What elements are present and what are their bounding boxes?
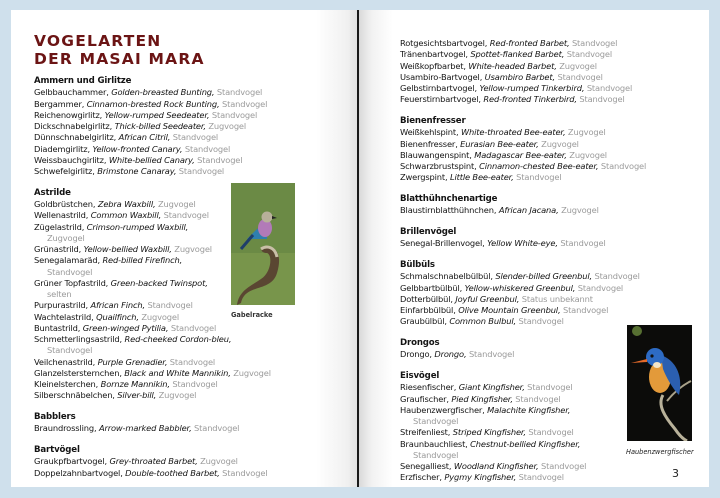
separator: , bbox=[169, 244, 175, 254]
german-name: Kleinelsterchen, bbox=[34, 379, 101, 389]
status-label: Standvogel bbox=[221, 98, 268, 109]
german-name: Graukpfbartvogel, bbox=[34, 456, 110, 467]
english-name: White-throated Bee-eater bbox=[460, 127, 563, 138]
german-name: Silberschnäbelchen, bbox=[34, 390, 118, 401]
german-name: Drongo, bbox=[400, 349, 435, 360]
english-name: Purple Grenadier bbox=[97, 356, 165, 367]
english-name: Joyful Greenbul bbox=[455, 293, 517, 304]
separator: , bbox=[555, 238, 561, 249]
status-label: Standvogel bbox=[413, 449, 459, 460]
status-label: Zugvogel bbox=[200, 456, 238, 467]
english-name: Woodland Kingfisher bbox=[453, 461, 537, 471]
species-entry bbox=[34, 334, 334, 357]
english-name: Chestnut-bellied Kingfisher bbox=[470, 438, 578, 449]
german-name: Grüner Topfastrild, bbox=[34, 277, 111, 288]
english-name: Spottet-flanked Barbet bbox=[470, 49, 562, 60]
species-entry bbox=[400, 127, 700, 138]
separator: , bbox=[523, 427, 529, 438]
german-name: Schmalschnabelbülbül, bbox=[400, 271, 496, 282]
species-entry bbox=[34, 132, 334, 143]
separator: , bbox=[217, 467, 223, 478]
status-label: Zugvogel bbox=[47, 232, 85, 243]
english-name: Grey-throated Barbet bbox=[109, 456, 196, 467]
status-label: Standvogel bbox=[147, 300, 193, 311]
english-name: Quailfinch bbox=[96, 311, 137, 322]
german-name: Dünnschnabelgirlitz, bbox=[34, 132, 119, 143]
group-title: Drongos bbox=[400, 338, 440, 348]
german-name: Gelbstirnbartvogel, bbox=[400, 83, 480, 93]
german-name: Wellenastrild, bbox=[34, 210, 91, 221]
german-name: Senegalliest, bbox=[400, 461, 454, 471]
malachite-kingfisher-photo bbox=[627, 325, 692, 441]
species-group bbox=[400, 227, 700, 250]
english-name: Yellow-whiskered Greenbul bbox=[464, 282, 573, 293]
status-label: Standvogel bbox=[468, 349, 515, 360]
english-name: Pied Kingfisher bbox=[451, 393, 511, 404]
status-label: Standvogel bbox=[413, 416, 459, 426]
separator: , bbox=[192, 154, 198, 165]
english-name: Striped Kingfisher bbox=[452, 427, 524, 438]
status-label: Zugvogel bbox=[567, 127, 606, 138]
species-entry bbox=[34, 357, 334, 368]
german-name: Haubenzwergfischer, bbox=[400, 404, 488, 415]
species-entry bbox=[400, 283, 700, 294]
species-group bbox=[400, 194, 700, 217]
status-label: Zugvogel bbox=[208, 121, 247, 131]
species-entry bbox=[34, 312, 334, 323]
separator: , bbox=[572, 282, 578, 293]
english-name: Crimson-rumped Waxbill bbox=[86, 221, 186, 232]
species-group bbox=[400, 260, 700, 328]
german-name: Buntastrild, bbox=[34, 322, 83, 333]
lilac-breasted-roller-photo bbox=[231, 183, 295, 305]
separator: , bbox=[513, 472, 519, 483]
german-name: Diademgirlitz, bbox=[34, 143, 93, 154]
status-label: Standvogel bbox=[579, 94, 625, 105]
german-name: Streifenliest, bbox=[400, 427, 453, 438]
german-name: Reichenowgirlitz, bbox=[34, 109, 105, 120]
english-name: Zebra Waxbill bbox=[97, 199, 153, 209]
status-label: Standvogel bbox=[163, 210, 209, 221]
german-name: Wachtelastrild, bbox=[34, 311, 97, 322]
status-label: Standvogel bbox=[178, 166, 225, 176]
english-name: Cinnamon-brested Rock Bunting bbox=[86, 98, 217, 109]
separator: , bbox=[189, 423, 195, 434]
english-name: Red-fronted Tinkerbird bbox=[483, 94, 575, 105]
kingfisher-caption: Haubenzwergfischer bbox=[626, 448, 694, 456]
separator: , bbox=[536, 138, 542, 149]
german-name: Veilchenastrild, bbox=[34, 356, 98, 367]
german-name: Zwergspint, bbox=[400, 172, 450, 183]
roller-caption: Gabelracke bbox=[231, 311, 273, 319]
german-name: Riesenfischer, bbox=[400, 382, 459, 393]
status-label: Standvogel bbox=[47, 266, 93, 277]
separator: , bbox=[561, 49, 567, 60]
english-name: Slender-billed Greenbul bbox=[495, 271, 590, 282]
species-entry bbox=[400, 94, 700, 105]
title-line-1: VOGELARTEN bbox=[34, 32, 162, 50]
separator: , bbox=[463, 349, 469, 360]
german-name: Braundrossling, bbox=[34, 423, 99, 434]
english-name: Madagascar Bee-eater bbox=[474, 149, 565, 160]
separator: , bbox=[566, 38, 572, 48]
species-entry bbox=[400, 161, 700, 172]
english-name: Black and White Mannikin bbox=[124, 367, 229, 378]
german-name: Weißkopfbarbet, bbox=[400, 60, 469, 71]
group-title: Bartvögel bbox=[34, 445, 80, 455]
species-entry bbox=[400, 61, 700, 72]
species-entry bbox=[34, 166, 334, 177]
separator: , bbox=[513, 316, 519, 327]
page-number: 3 bbox=[672, 467, 679, 480]
status-label: selten bbox=[47, 289, 72, 299]
english-name: Red-fronted Barbet bbox=[489, 38, 567, 48]
separator: , bbox=[516, 293, 522, 304]
page-title bbox=[34, 32, 205, 68]
separator: , bbox=[554, 60, 560, 71]
species-entry bbox=[400, 38, 700, 49]
separator: , bbox=[195, 456, 201, 467]
separator: , bbox=[577, 438, 581, 449]
german-name: Weißkehlspint, bbox=[400, 127, 461, 138]
species-entry bbox=[400, 294, 700, 305]
status-label: Standvogel bbox=[184, 143, 231, 154]
english-name: African Finch bbox=[90, 300, 143, 311]
status-label: Standvogel bbox=[571, 38, 618, 48]
status-label: Standvogel bbox=[211, 109, 258, 120]
status-label: Standvogel bbox=[560, 238, 606, 249]
status-label: Standvogel bbox=[216, 87, 263, 98]
english-name: Thick-billed Seedeater bbox=[114, 121, 204, 131]
english-name: Common Bulbul bbox=[449, 316, 514, 327]
status-label: Standvogel bbox=[586, 83, 633, 93]
separator: , bbox=[153, 390, 159, 401]
roller-bird-icon bbox=[231, 183, 295, 305]
species-entry bbox=[400, 271, 700, 282]
group-title: Astrilde bbox=[34, 187, 71, 198]
species-entry bbox=[400, 461, 700, 472]
species-entry bbox=[400, 49, 700, 60]
separator: , bbox=[522, 382, 528, 393]
german-name: Einfarbbülbül, bbox=[400, 305, 459, 315]
species-group bbox=[34, 445, 334, 479]
separator: , bbox=[136, 311, 142, 322]
status-label: Standvogel bbox=[566, 49, 613, 60]
separator: , bbox=[228, 367, 234, 378]
species-entry bbox=[34, 456, 334, 467]
german-name: Schwefelgirlitz, bbox=[34, 166, 98, 176]
english-name: Yellow White-eye bbox=[487, 238, 556, 249]
species-entry bbox=[34, 390, 334, 401]
species-entry bbox=[34, 87, 334, 98]
english-name: Double-toothed Barbet bbox=[125, 467, 218, 478]
german-name: Grünastrild, bbox=[34, 244, 84, 254]
separator: , bbox=[228, 334, 232, 344]
separator: , bbox=[567, 404, 571, 415]
german-name: Graubülbül, bbox=[400, 316, 450, 327]
species-entry bbox=[400, 139, 700, 150]
english-name: African Citril bbox=[118, 132, 168, 143]
english-name: Yellow-rumped Seedeater bbox=[104, 109, 207, 120]
english-name: Golden-breasted Bunting bbox=[111, 87, 212, 98]
status-label: Standvogel bbox=[600, 161, 647, 171]
separator: , bbox=[574, 94, 580, 105]
german-name: Gelbbartbülbül, bbox=[400, 282, 465, 293]
english-name: Drongo bbox=[434, 349, 464, 360]
german-name: Doppelzahnbartvogel, bbox=[34, 467, 126, 478]
separator: , bbox=[167, 132, 173, 143]
german-name: Bergammer, bbox=[34, 98, 87, 109]
group-title: Babblers bbox=[34, 412, 76, 422]
german-name: Dotterbülbül, bbox=[400, 293, 456, 304]
german-name: Blauwangenspint, bbox=[400, 149, 475, 160]
german-name: Braunbauchliest, bbox=[400, 438, 471, 449]
german-name: Usambiro-Bartvogel, bbox=[400, 71, 485, 82]
species-entry bbox=[400, 305, 700, 316]
separator: , bbox=[552, 71, 558, 82]
german-name: Glanzelstersternchen, bbox=[34, 367, 125, 378]
book-spine bbox=[357, 10, 359, 487]
separator: , bbox=[557, 305, 563, 315]
species-entry bbox=[400, 472, 700, 483]
species-group bbox=[400, 38, 700, 106]
english-name: Giant Kingfisher bbox=[458, 382, 523, 393]
group-title: Blatthühnchenartige bbox=[400, 194, 498, 204]
german-name: Bienenfresser, bbox=[400, 138, 461, 149]
german-name: Purpurastrild, bbox=[34, 300, 91, 311]
status-label: Zugvogel bbox=[569, 149, 607, 160]
status-label: Standvogel bbox=[518, 316, 564, 327]
german-name: Senegalamaräd, bbox=[34, 255, 103, 266]
english-name: Pygmy Kingfisher bbox=[444, 472, 514, 483]
german-name: Tränenbartvogel, bbox=[400, 49, 471, 60]
english-name: Yellow-fronted Canary bbox=[92, 143, 180, 154]
separator: , bbox=[158, 210, 164, 221]
species-entry bbox=[34, 423, 334, 434]
separator: , bbox=[536, 461, 542, 471]
separator: , bbox=[589, 271, 595, 282]
group-title: Brillenvögel bbox=[400, 227, 457, 237]
status-label: Standvogel bbox=[541, 461, 587, 471]
german-name: Erzfischer, bbox=[400, 472, 445, 483]
separator: , bbox=[179, 143, 185, 154]
kingfisher-bird-icon bbox=[627, 325, 692, 441]
status-label: Standvogel bbox=[194, 423, 240, 434]
english-name: Red-billed Firefinch bbox=[102, 255, 180, 266]
separator: , bbox=[205, 277, 208, 288]
separator: , bbox=[164, 356, 170, 367]
status-label: Zugvogel bbox=[141, 311, 180, 322]
german-name: Schmetterlingsastrild, bbox=[34, 334, 125, 344]
separator: , bbox=[185, 221, 189, 232]
status-label: Zugvogel bbox=[174, 244, 212, 254]
german-name: Rotgesichtsbartvogel, bbox=[400, 38, 490, 48]
english-name: Little Bee-eater bbox=[450, 172, 512, 183]
status-label: Standvogel bbox=[169, 356, 216, 367]
separator: , bbox=[581, 83, 587, 93]
english-name: Silver-bill bbox=[117, 390, 154, 401]
english-name: Bornze Mannikin bbox=[100, 379, 168, 389]
species-group bbox=[400, 116, 700, 184]
species-entry bbox=[400, 205, 700, 216]
status-label: Status unbekannt bbox=[521, 293, 593, 304]
english-name: African Jacana bbox=[498, 205, 557, 216]
german-name: Goldbrüstchen, bbox=[34, 199, 98, 209]
english-name: Malachite Kingfisher bbox=[487, 404, 568, 415]
separator: , bbox=[556, 205, 562, 216]
english-name: Green-winged Pytilia bbox=[82, 322, 166, 333]
german-name: Dickschnabelgirlitz, bbox=[34, 121, 115, 131]
status-label: Standvogel bbox=[562, 305, 609, 315]
english-name: Green-backed Twinspot bbox=[110, 277, 206, 288]
german-name: Feuerstirnbartvogel, bbox=[400, 94, 484, 105]
separator: , bbox=[511, 172, 517, 183]
group-title: Ammern und Girlitze bbox=[34, 76, 132, 86]
species-entry bbox=[400, 150, 700, 161]
species-entry bbox=[400, 83, 700, 94]
species-entry bbox=[34, 121, 334, 132]
status-label: Zugvogel bbox=[541, 138, 579, 149]
species-entry bbox=[34, 323, 334, 334]
english-name: Red-cheeked Cordon-bleu bbox=[124, 334, 229, 344]
status-label: Standvogel bbox=[222, 467, 268, 478]
status-label: Standvogel bbox=[594, 271, 640, 282]
status-label: Standvogel bbox=[557, 71, 603, 82]
english-name: Brimstone Canaray bbox=[97, 166, 174, 176]
separator: , bbox=[167, 379, 173, 389]
german-name: Graufischer, bbox=[400, 393, 452, 404]
english-name: White-bellied Canary bbox=[108, 154, 193, 165]
german-name: Weissbauchgirlitz, bbox=[34, 154, 109, 165]
status-label: Zugvogel bbox=[233, 367, 271, 378]
status-label: Standvogel bbox=[172, 379, 218, 389]
status-label: Standvogel bbox=[172, 132, 219, 143]
german-name: Schwarzbrustspint, bbox=[400, 161, 480, 171]
species-entry bbox=[34, 110, 334, 121]
status-label: Standvogel bbox=[528, 427, 574, 438]
title-line-2: DER MASAI MARA bbox=[34, 50, 205, 68]
status-label: Zugvogel bbox=[158, 390, 197, 401]
english-name: Yellow-bellied Waxbill bbox=[83, 244, 170, 254]
separator: , bbox=[564, 149, 570, 160]
status-label: Zugvogel bbox=[157, 199, 196, 209]
species-entry bbox=[34, 468, 334, 479]
species-group bbox=[34, 412, 334, 435]
english-name: Common Waxbill bbox=[90, 210, 159, 221]
german-name: Blaustirnblatthühnchen, bbox=[400, 205, 499, 216]
species-entry bbox=[400, 238, 700, 249]
english-name: Olive Mountain Greenbul bbox=[458, 305, 558, 315]
species-entry bbox=[34, 99, 334, 110]
separator: , bbox=[211, 87, 217, 98]
german-name: Gelbbauchammer, bbox=[34, 87, 112, 98]
status-label: Standvogel bbox=[170, 322, 217, 333]
group-title: Eisvögel bbox=[400, 371, 440, 381]
english-name: Eurasian Bee-eater bbox=[460, 138, 537, 149]
status-label: Standvogel bbox=[518, 472, 564, 483]
status-label: Standvogel bbox=[197, 154, 243, 165]
separator: , bbox=[206, 109, 212, 120]
status-label: Standvogel bbox=[577, 282, 624, 293]
english-name: Usambiro Barbet bbox=[484, 71, 553, 82]
status-label: Standvogel bbox=[47, 345, 93, 356]
status-label: Zugvogel bbox=[561, 205, 599, 216]
status-label: Standvogel bbox=[516, 172, 562, 183]
separator: , bbox=[165, 322, 171, 333]
species-entry bbox=[34, 368, 334, 379]
species-entry bbox=[34, 144, 334, 155]
separator: , bbox=[216, 98, 222, 109]
separator: , bbox=[203, 121, 209, 131]
separator: , bbox=[510, 393, 516, 404]
group-title: Bülbüls bbox=[400, 260, 435, 270]
status-label: Standvogel bbox=[527, 382, 573, 393]
species-entry bbox=[34, 155, 334, 166]
group-title: Bienenfresser bbox=[400, 116, 466, 126]
separator: , bbox=[562, 127, 568, 138]
separator: , bbox=[152, 199, 158, 209]
species-entry bbox=[400, 72, 700, 83]
status-label: Standvogel bbox=[515, 393, 561, 404]
separator: , bbox=[595, 161, 601, 171]
species-group bbox=[34, 76, 334, 177]
separator: , bbox=[142, 300, 148, 311]
species-entry bbox=[34, 379, 334, 390]
german-name: Senegal-Brillenvogel, bbox=[400, 238, 488, 249]
status-label: Zugvogel bbox=[559, 60, 597, 71]
english-name: Arrow-marked Babbler bbox=[98, 423, 190, 434]
german-name: Zügelastrild, bbox=[34, 221, 87, 232]
separator: , bbox=[179, 255, 183, 266]
english-name: Yellow-rumped Tinkerbird bbox=[479, 83, 582, 93]
english-name: Cinnamon-chested Bee-eater bbox=[479, 161, 596, 171]
species-entry bbox=[400, 172, 700, 183]
separator: , bbox=[173, 166, 179, 176]
english-name: White-headed Barbet bbox=[468, 60, 555, 71]
